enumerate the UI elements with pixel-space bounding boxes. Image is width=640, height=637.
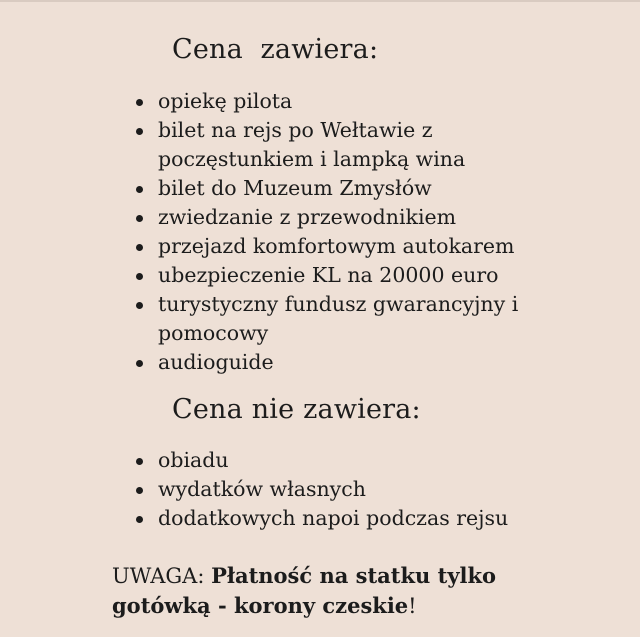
note-bold-text: Płatność na statku tylko gotówką - korony czeskie (112, 563, 497, 618)
list-item (133, 232, 593, 261)
top-divider (0, 0, 640, 2)
includes-list (133, 87, 593, 377)
list-item (133, 475, 593, 504)
bullet-icon (136, 302, 143, 309)
list-item-text: audioguide (158, 350, 274, 374)
bullet-icon (136, 244, 143, 251)
list-item (133, 116, 593, 174)
bullet-icon (136, 128, 143, 135)
bullet-icon (136, 360, 143, 367)
list-item (133, 203, 593, 232)
includes-heading: Cena zawiera: (172, 34, 379, 65)
bullet-icon (136, 99, 143, 106)
list-item-text: przejazd komfortowym autokarem (158, 234, 515, 258)
list-item (133, 261, 593, 290)
bullet-icon (136, 273, 143, 280)
note-label: UWAGA: (112, 564, 212, 588)
list-item-text: bilet do Muzeum Zmysłów (158, 176, 432, 200)
list-item-text: obiadu (158, 448, 229, 472)
bullet-icon (136, 487, 143, 494)
list-item-text: bilet na rejs po Wełtawie z poczęstunkiem i lampką wina (158, 118, 466, 171)
list-item (133, 504, 593, 533)
list-item (133, 87, 593, 116)
note-end: ! (408, 594, 417, 618)
list-item-text: turystyczny fundusz gwarancyjny i pomocowy (158, 292, 519, 345)
bullet-icon (136, 516, 143, 523)
bullet-icon (136, 458, 143, 465)
list-item (133, 348, 593, 377)
payment-note (112, 561, 532, 621)
excludes-heading: Cena nie zawiera: (172, 394, 421, 425)
excludes-list (133, 446, 593, 533)
list-item (133, 174, 593, 203)
bullet-icon (136, 215, 143, 222)
list-item-text: opiekę pilota (158, 89, 293, 113)
list-item-text: dodatkowych napoi podczas rejsu (158, 506, 509, 530)
list-item-text: zwiedzanie z przewodnikiem (158, 205, 457, 229)
list-item (133, 446, 593, 475)
list-item-text: ubezpieczenie KL na 20000 euro (158, 263, 499, 287)
bullet-icon (136, 186, 143, 193)
list-item-text: wydatków własnych (158, 477, 366, 501)
list-item (133, 290, 593, 348)
